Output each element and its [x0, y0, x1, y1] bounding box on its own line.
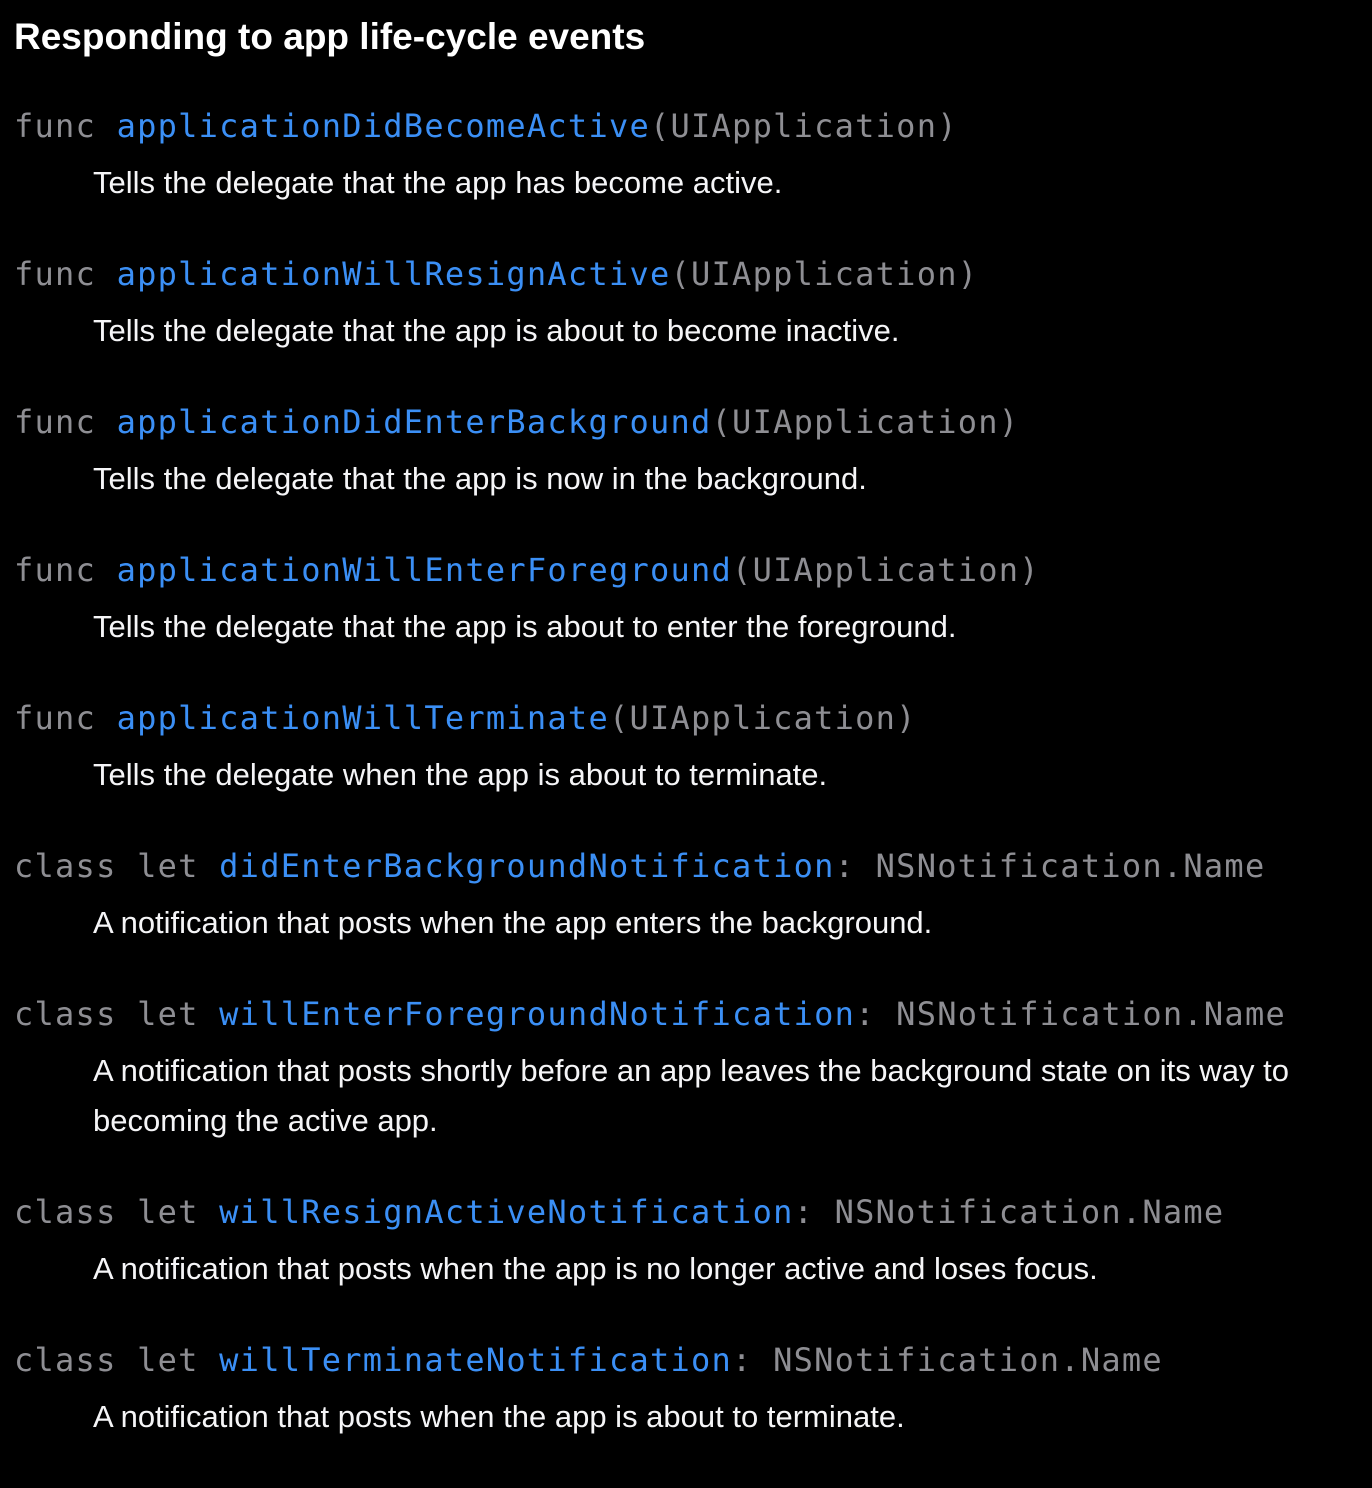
declaration-keyword: func — [14, 107, 117, 145]
declaration-signature: (UIApplication) — [608, 699, 917, 737]
declaration — [14, 1186, 1372, 1238]
symbol-entry — [14, 544, 1372, 652]
symbol-description: A notification that posts shortly before an app leaves the background state on its way to becoming the active app. — [93, 1053, 1289, 1138]
symbol-link[interactable]: applicationDidEnterBackground — [116, 403, 712, 441]
symbol-link[interactable]: applicationWillTerminate — [116, 699, 609, 737]
symbol-entry — [14, 396, 1372, 504]
declaration — [14, 840, 1372, 892]
declaration-signature: (UIApplication) — [711, 403, 1020, 441]
symbol-description: Tells the delegate that the app has become active. — [93, 165, 783, 200]
declaration-signature: : NSNotification.Name — [834, 847, 1266, 885]
declaration-signature: : NSNotification.Name — [793, 1193, 1225, 1231]
symbol-link[interactable]: didEnterBackgroundNotification — [219, 847, 835, 885]
symbol-entry — [14, 1186, 1372, 1294]
symbol-description: Tells the delegate that the app is about to enter the foreground. — [93, 609, 957, 644]
symbol-entry — [14, 840, 1372, 948]
symbol-list — [14, 100, 1372, 1482]
declaration — [14, 988, 1372, 1040]
declaration — [14, 248, 1372, 300]
symbol-entry — [14, 988, 1372, 1146]
declaration-signature: : NSNotification.Name — [855, 995, 1286, 1033]
symbol-description: Tells the delegate that the app is about to become inactive. — [93, 313, 900, 348]
declaration-keyword: func — [14, 255, 117, 293]
symbol-entry — [14, 248, 1372, 356]
declaration-keyword: func — [14, 699, 117, 737]
declaration — [14, 692, 1372, 744]
declaration-keyword: class let — [14, 1341, 220, 1379]
declaration-signature: (UIApplication) — [670, 255, 979, 293]
symbol-description: A notification that posts when the app is about to terminate. — [93, 1399, 905, 1434]
declaration — [14, 1334, 1372, 1386]
symbol-description: A notification that posts when the app is no longer active and loses focus. — [93, 1251, 1098, 1286]
declaration-signature: (UIApplication) — [732, 551, 1040, 589]
declaration-signature: : NSNotification.Name — [732, 1341, 1163, 1379]
symbol-link[interactable]: willTerminateNotification — [219, 1341, 733, 1379]
declaration-keyword: func — [14, 403, 117, 441]
declaration-signature: (UIApplication) — [649, 107, 958, 145]
symbol-entry — [14, 692, 1372, 800]
symbol-link[interactable]: willEnterForegroundNotification — [219, 995, 856, 1033]
declaration-keyword: class let — [14, 1193, 220, 1231]
symbol-entry — [14, 1334, 1372, 1442]
symbol-description: Tells the delegate that the app is now in the background. — [93, 461, 867, 496]
symbol-link[interactable]: applicationWillEnterForeground — [116, 551, 733, 589]
page-title: Responding to app life-cycle events — [14, 16, 646, 57]
symbol-link[interactable]: applicationDidBecomeActive — [116, 107, 650, 145]
symbol-description: Tells the delegate when the app is about to terminate. — [93, 757, 828, 792]
declaration-keyword: func — [14, 551, 117, 589]
symbol-description: A notification that posts when the app enters the background. — [93, 905, 933, 940]
declaration-keyword: class let — [14, 847, 220, 885]
symbol-link[interactable]: willResignActiveNotification — [219, 1193, 794, 1231]
symbol-link[interactable]: applicationWillResignActive — [116, 255, 671, 293]
declaration — [14, 100, 1372, 152]
declaration-keyword: class let — [14, 995, 220, 1033]
declaration — [14, 396, 1372, 448]
symbol-entry — [14, 100, 1372, 208]
declaration — [14, 544, 1372, 596]
